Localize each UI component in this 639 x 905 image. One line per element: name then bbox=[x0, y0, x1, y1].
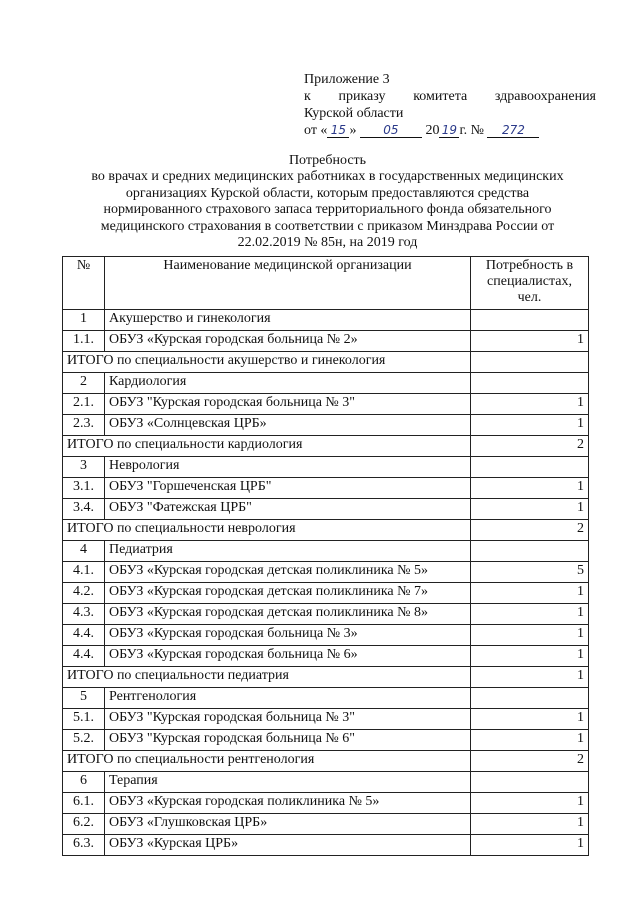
table-row-item bbox=[63, 709, 589, 730]
title-line: организациях Курской области, которым предоставляются средства bbox=[125, 185, 530, 201]
table-row-item bbox=[63, 793, 589, 814]
table-row-item bbox=[63, 730, 589, 751]
row-number: 6.2. bbox=[63, 814, 105, 835]
need-value: 1 bbox=[471, 415, 589, 436]
row-number: 4.4. bbox=[63, 625, 105, 646]
organization-name: ОБУЗ «Курская городская поликлиника № 5» bbox=[105, 793, 471, 814]
table-row-section bbox=[63, 373, 589, 394]
table-row-item bbox=[63, 625, 589, 646]
row-number: 2.3. bbox=[63, 415, 105, 436]
organization-name: ОБУЗ «Курская ЦРБ» bbox=[105, 835, 471, 856]
need-value: 2 bbox=[471, 751, 589, 772]
organization-name: ОБУЗ «Курская городская детская поликлиника № 7» bbox=[105, 583, 471, 604]
row-number: 5.1. bbox=[63, 709, 105, 730]
need-value bbox=[471, 688, 589, 709]
table-row-section bbox=[63, 310, 589, 331]
need-value: 1 bbox=[471, 835, 589, 856]
row-number: 4.1. bbox=[63, 562, 105, 583]
specialty-name: Терапия bbox=[105, 772, 471, 793]
need-value: 1 bbox=[471, 667, 589, 688]
organization-name: ОБУЗ "Курская городская больница № 6" bbox=[105, 730, 471, 751]
organization-name: ОБУЗ "Горшеченская ЦРБ" bbox=[105, 478, 471, 499]
needs-table bbox=[62, 256, 589, 856]
need-value: 1 bbox=[471, 625, 589, 646]
need-value bbox=[471, 457, 589, 478]
need-value: 1 bbox=[471, 478, 589, 499]
need-value: 1 bbox=[471, 604, 589, 625]
specialty-name: Рентгенология bbox=[105, 688, 471, 709]
table-row-item bbox=[63, 646, 589, 667]
table-row-total bbox=[63, 667, 589, 688]
organization-name: ОБУЗ «Курская городская детская поликлиника № 5» bbox=[105, 562, 471, 583]
date-mid: » bbox=[349, 123, 357, 138]
table-row-item bbox=[63, 604, 589, 625]
row-number: 3.4. bbox=[63, 499, 105, 520]
appendix-title: Приложение 3 bbox=[304, 72, 390, 87]
table-row-item bbox=[63, 415, 589, 436]
header-name: Наименование медицинской организации bbox=[105, 257, 471, 310]
row-number: 3 bbox=[63, 457, 105, 478]
table-row-section bbox=[63, 541, 589, 562]
header-need: Потребность в специалистах, чел. bbox=[471, 257, 589, 310]
organization-name: ОБУЗ «Курская городская больница № 6» bbox=[105, 646, 471, 667]
table-row-total bbox=[63, 436, 589, 457]
need-value: 2 bbox=[471, 436, 589, 457]
need-value: 1 bbox=[471, 583, 589, 604]
table-row-item bbox=[63, 835, 589, 856]
need-value: 1 bbox=[471, 331, 589, 352]
document-title bbox=[40, 153, 615, 251]
row-number: 2 bbox=[63, 373, 105, 394]
need-value bbox=[471, 373, 589, 394]
total-label: ИТОГО по специальности рентгенология bbox=[63, 751, 471, 772]
row-number: 5.2. bbox=[63, 730, 105, 751]
table-row-item bbox=[63, 478, 589, 499]
row-number: 6.1. bbox=[63, 793, 105, 814]
table-row-section bbox=[63, 688, 589, 709]
organization-name: ОБУЗ "Курская городская больница № 3" bbox=[105, 709, 471, 730]
header-num: № bbox=[63, 257, 105, 310]
total-label: ИТОГО по специальности неврология bbox=[63, 520, 471, 541]
total-label: ИТОГО по специальности педиатрия bbox=[63, 667, 471, 688]
table-row-item bbox=[63, 331, 589, 352]
row-number: 4.2. bbox=[63, 583, 105, 604]
appendix-word: комитета bbox=[413, 89, 468, 104]
table-row-section bbox=[63, 457, 589, 478]
date-year-suffix: 19 bbox=[439, 123, 459, 138]
table-row-total bbox=[63, 352, 589, 373]
title-line: медицинского страхования в соответствии с приказом Минздрава России от bbox=[100, 218, 555, 234]
organization-name: ОБУЗ «Курская городская детская поликлиника № 8» bbox=[105, 604, 471, 625]
table-row-section bbox=[63, 772, 589, 793]
row-number: 4.4. bbox=[63, 646, 105, 667]
specialty-name: Неврология bbox=[105, 457, 471, 478]
table-row-total bbox=[63, 520, 589, 541]
row-number: 2.1. bbox=[63, 394, 105, 415]
organization-name: ОБУЗ «Курская городская больница № 2» bbox=[105, 331, 471, 352]
specialty-name: Акушерство и гинекология bbox=[105, 310, 471, 331]
specialty-name: Кардиология bbox=[105, 373, 471, 394]
title-line: нормированного страхового запаса территориального фонда обязательного bbox=[103, 202, 552, 218]
need-value: 1 bbox=[471, 793, 589, 814]
date-year-prefix: 20 bbox=[425, 123, 440, 138]
row-number: 4 bbox=[63, 541, 105, 562]
appendix-word: здравоохранения bbox=[494, 89, 596, 104]
appendix-block bbox=[304, 71, 596, 139]
table-row-item bbox=[63, 583, 589, 604]
table-row-item bbox=[63, 562, 589, 583]
need-value bbox=[471, 352, 589, 373]
specialty-name: Педиатрия bbox=[105, 541, 471, 562]
date-prefix: от « bbox=[304, 123, 328, 138]
table-row-item bbox=[63, 394, 589, 415]
row-number: 1 bbox=[63, 310, 105, 331]
row-number: 4.3. bbox=[63, 604, 105, 625]
need-value: 2 bbox=[471, 520, 589, 541]
organization-name: ОБУЗ «Глушковская ЦРБ» bbox=[105, 814, 471, 835]
table-row-item bbox=[63, 499, 589, 520]
need-value: 1 bbox=[471, 499, 589, 520]
need-value: 1 bbox=[471, 709, 589, 730]
table-row-total bbox=[63, 751, 589, 772]
appendix-word: приказу bbox=[338, 89, 386, 104]
title-line: 22.02.2019 № 85н, на 2019 год bbox=[237, 235, 418, 251]
total-label: ИТОГО по специальности акушерство и гинекология bbox=[63, 352, 471, 373]
table-body bbox=[63, 310, 589, 856]
need-value: 1 bbox=[471, 394, 589, 415]
title-heading: Потребность bbox=[288, 153, 367, 168]
need-value: 1 bbox=[471, 646, 589, 667]
title-line: во врачах и средних медицинских работниках в государственных медицинских bbox=[91, 169, 564, 185]
row-number: 6 bbox=[63, 772, 105, 793]
order-number: 272 bbox=[487, 123, 539, 138]
appendix-word: к bbox=[304, 89, 311, 104]
need-value bbox=[471, 310, 589, 331]
appendix-date-line bbox=[304, 122, 596, 139]
organization-name: ОБУЗ "Фатежская ЦРБ" bbox=[105, 499, 471, 520]
need-value bbox=[471, 541, 589, 562]
need-value: 1 bbox=[471, 814, 589, 835]
row-number: 6.3. bbox=[63, 835, 105, 856]
appendix-order-line bbox=[304, 88, 596, 105]
organization-name: ОБУЗ «Солнцевская ЦРБ» bbox=[105, 415, 471, 436]
need-value: 1 bbox=[471, 730, 589, 751]
row-number: 1.1. bbox=[63, 331, 105, 352]
need-value bbox=[471, 772, 589, 793]
appendix-region: Курской области bbox=[304, 106, 404, 121]
date-month: 05 bbox=[360, 123, 422, 138]
need-value: 5 bbox=[471, 562, 589, 583]
organization-name: ОБУЗ «Курская городская больница № 3» bbox=[105, 625, 471, 646]
organization-name: ОБУЗ "Курская городская больница № 3" bbox=[105, 394, 471, 415]
row-number: 3.1. bbox=[63, 478, 105, 499]
table-header-row bbox=[63, 257, 589, 310]
date-year-end: г. № bbox=[459, 123, 484, 138]
total-label: ИТОГО по специальности кардиология bbox=[63, 436, 471, 457]
row-number: 5 bbox=[63, 688, 105, 709]
table-row-item bbox=[63, 814, 589, 835]
date-day: 15 bbox=[327, 123, 349, 138]
